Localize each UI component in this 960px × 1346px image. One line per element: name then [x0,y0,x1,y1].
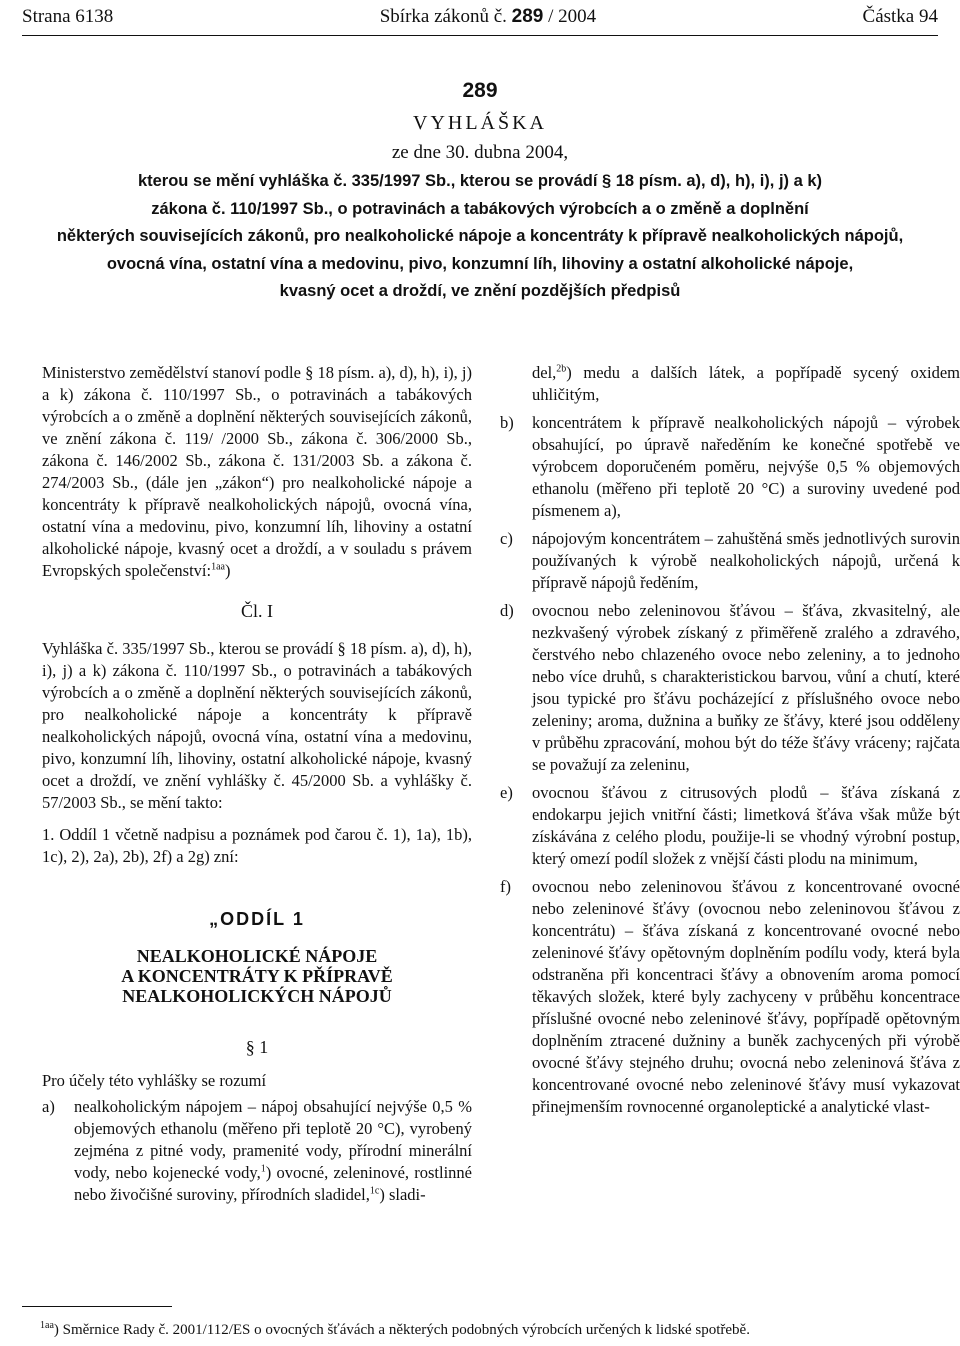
running-header [22,4,938,30]
document-number: 289 [462,79,498,102]
definition-item-continued [500,362,960,406]
item-text: del,$^{2b}$) medu a dalších látek, a popřípadě sycený oxidem uhličitým, [532,363,960,404]
item-label: f) [500,877,511,896]
item-text: nealkoholickým nápojem – nápoj obsahující nejvýše 0,5 % objemových ethanolu (měřeno při teplotě 20 °C), vyrobený zejména z pitné vody, pramenité vody, přírodní minerální vody, nebo kojenecké vody,$^1$) ovocné, zeleninové, rostlinné nebo živočišné suroviny, přírodních sladidel,$^{1c}$) sladi- [74,1097,472,1204]
item-text: ovocnou nebo zeleninovou šťávou z koncentrované ovocné nebo zeleninové šťávy (ovocnou nebo zeleninovou šťávou z koncentrátu) – šťáva získaná z koncentrované ovocné nebo zeleninové šťávy opětovným doplněním podílu vody, která byla odstraněna při koncentraci šťávy a obnovením aroma pomocí těkavých složek, které byly zachyceny v průběhu koncentrace příslušné ovocné nebo zeleninové šťávy, popřípadě opětovným doplněním ztracené dužniny a buněk zachycených při výrobě ovocné šťávy stejného druhu; ovocná nebo zeleninová šťáva z koncentrované ovocné nebo zeleninové šťávy musí vykazovat přinejmenším rovnocenné organoleptické a analytické vlast- [532,877,960,1116]
subject-line: kvasný ocet a droždí, ve znění pozdějších předpisů [279,282,681,300]
section-title: NEALKOHOLICKÉ NÁPOJE A KONCENTRÁTY K PŘÍPRAVĚ NEALKOHOLICKÝCH NÁPOJŮ [121,946,393,1006]
definition-item [500,528,960,594]
header-rule [22,35,938,36]
definition-item [42,1096,472,1206]
definition-item [500,876,960,1118]
document-subject [5,168,955,306]
item-text: ovocnou nebo zeleninovou šťávou – šťáva, zkvasitelný, ale nezkvašený výrobek získaný z přiměřeně zralého a zdravého, čerstvého nebo chlazeného ovoce nebo zeleniny, a to jednoho nebo více druhů, s charakteristickou barvou, vůní a chutí, které jsou typické pro šťávu pocházející z příslušného ovoce nebo zeleniny; aroma, dužnina a buňky ze šťávy, které jsou odděleny v průběhu zpracování, mohou být do téže šťávy vráceny; rajčata se považují za zeleninu, [532,601,960,774]
footnote: $^{1aa}$) Směrnice Rady č. 2001/112/ES o ovocných šťávách a některých podobných výrobcích určených k lidské spotřebě. [40,1320,750,1338]
intro-paragraph: Ministerstvo zemědělství stanoví podle § 18 písm. a), d), h), i), j) a k) zákona č. 110/1997 Sb., o potravinách a tabákových výrobcích a o změně a doplnění některých souvisejících zákonů, ve znění zákona č. 119/ /2000 Sb., zákona č. 306/2000 Sb., zákona č. 146/2002 Sb., zákona č. 131/2003 Sb. a zákona č. 274/2003 Sb., (dále jen „zákon“) pro nealkoholické nápoje a koncentráty k přípravě nealkoholických nápojů, ovocná vína, ostatní vína a medovinu, pivo, konzumní líh, lihoviny a ostatní alkoholické nápoje, kvasný ocet a droždí, a v souladu s právem Evropských společenství:$^{1aa}$) [42,363,472,580]
document-type: VYHLÁŠKA [413,112,547,134]
definition-item [500,782,960,870]
collection-number: 289 [511,6,544,27]
collection-label: Sbírka zákonů č. 289 / 2004 [379,6,597,27]
item-text: nápojovým koncentrátem – zahuštěná směs jednotlivých surovin používaných k výrobě nealkoholických nápojů, určená k přípravě nápojů ředěním, [532,529,960,592]
left-column [42,362,472,1212]
article-text: Vyhláška č. 335/1997 Sb., kterou se provádí § 18 písm. a), d), h), i), j) a k) zákona č. 110/1997 Sb., o potravinách a tabákových výrobcích a o změně a doplnění některých souvisejících zákonů, pro nealkoholické nápoje a koncentráty k přípravě nealkoholických nápojů, ovocná vína, ostatní vína a medovinu, pivo, konzumní líh, lihoviny, ostatní alkoholické nápoje, kvasný ocet a droždí, ve znění vyhlášky č. 45/2000 Sb. a vyhlášky č. 57/2003 Sb., se mění takto: [42,639,472,812]
item-label: b) [500,413,514,432]
item-label: c) [500,529,513,548]
subject-line: kterou se mění vyhláška č. 335/1997 Sb., kterou se provádí § 18 písm. a), d), h), i), j) a k) [137,172,823,190]
item-label: e) [500,783,513,802]
definition-item [500,412,960,522]
definition-item [500,600,960,776]
item-text: ovocnou šťávou z citrusových plodů – šťáva získaná z endokarpu jejich vnitřní části; limetková šťáva však může být získávána z celého plodu, použije-li se vhodný výrobní postup, který omezí podíl složek z vnější části plodu na minimum, [532,783,960,868]
subject-line: ovocná vína, ostatní vína a medovinu, pivo, konzumní líh, lihoviny a ostatní alkoholické nápoje, [106,254,854,273]
footnote-rule [22,1306,172,1307]
item-label: a) [42,1097,55,1116]
page-number: Strana 6138 [22,6,114,27]
right-column [500,362,960,1124]
document-date: ze dne 30. dubna 2004, [391,142,569,163]
subject-line: některých souvisejících zákonů, pro nealkoholické nápoje a koncentráty k přípravě nealkoholických nápojů, [56,227,904,245]
part-number: Částka 94 [862,6,938,27]
item-label: d) [500,601,514,620]
subject-line: zákona č. 110/1997 Sb., o potravinách a tabákových výrobcích a o změně a doplnění [151,199,809,218]
article-heading: Čl. I [240,601,273,621]
paragraph-sign: § 1 [245,1037,269,1057]
point-1: 1. Oddíl 1 včetně nadpisu a poznámek pod čarou č. 1), 1a), 1b), 1c), 2), 2a), 2b), 2f) a 2g) zní: [42,825,472,866]
definitions-intro: Pro účely této vyhlášky se rozumí [42,1071,267,1090]
item-text: koncentrátem k přípravě nealkoholických nápojů – výrobek obsahující, po úpravě naředěním ke konečné spotřebě ve výrobcem doporučeném poměru, nejvýše 0,5 % objemových ethanolu (měřeno při teplotě 20 °C) a suroviny uvedené pod písmenem a), [532,413,960,520]
section-heading: „ODDÍL 1 [209,909,305,929]
title-block [0,76,960,306]
